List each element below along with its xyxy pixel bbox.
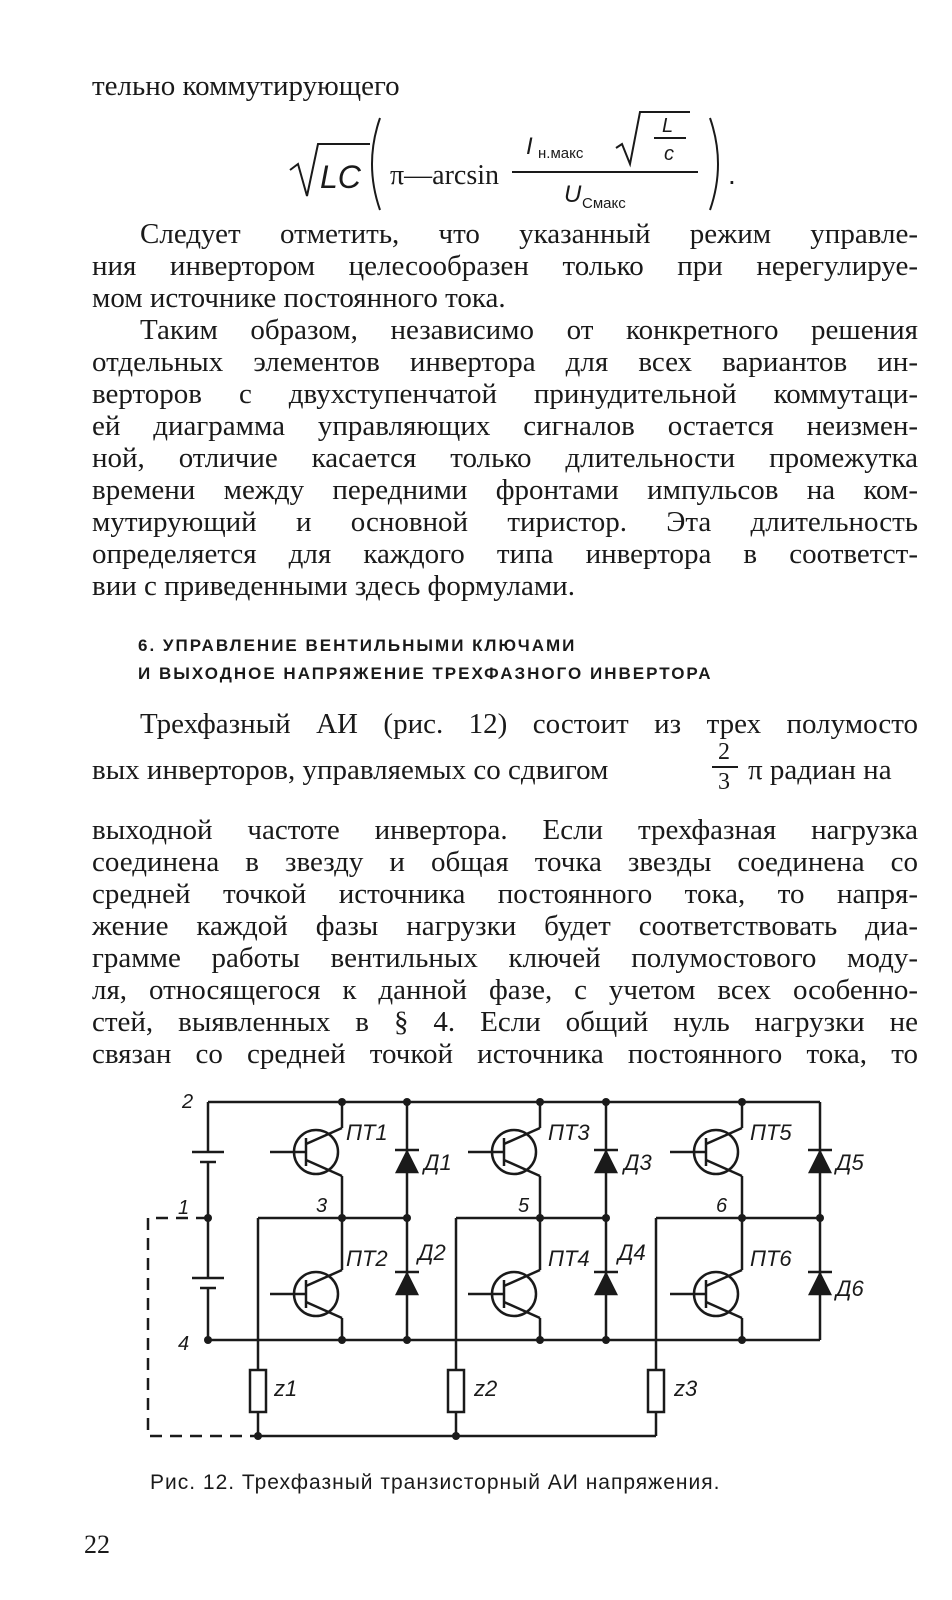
- load-label-z2: z2: [474, 1376, 498, 1401]
- text-line: жение каждой фазы нагрузки будет соответствовать диа-: [92, 910, 918, 942]
- section-heading: 6. УПРАВЛЕНИЕ ВЕНТИЛЬНЫМИ КЛЮЧАМИ: [138, 636, 577, 655]
- text-line: верторов с двухступенчатой принудительной коммутаци-: [92, 378, 918, 410]
- node-label-1: 1: [178, 1197, 190, 1219]
- diode-d6: [808, 1272, 832, 1294]
- diode-d2: [395, 1272, 419, 1294]
- inverter-circuit-diagram: [130, 1088, 870, 1448]
- transistor-label-pt2: ПТ2: [346, 1246, 388, 1271]
- neutral-dashed-link: [148, 1218, 258, 1436]
- fraction-bar: [712, 766, 738, 768]
- text-line: времени между передними фронтами импульсов на ком-: [92, 474, 918, 506]
- text-line: выходной частоте инвертора. Если трехфазная нагрузка: [92, 814, 918, 846]
- fraction-numerator: 2: [718, 739, 730, 765]
- diode-d3: [594, 1150, 618, 1172]
- transistor-label-pt1: ПТ1: [346, 1120, 388, 1145]
- text-line: Трехфазный АИ (рис. 12) состоит из трех полумосто: [140, 708, 918, 740]
- transistor-label-pt6: ПТ6: [750, 1246, 792, 1271]
- text-line: ей диаграмма управляющих сигналов остается неизмен-: [92, 410, 918, 442]
- formula-lc: LC: [320, 159, 361, 195]
- diode-d1: [395, 1150, 419, 1172]
- text-line: Таким образом, независимо от конкретного решения: [140, 314, 918, 346]
- text-line: ния инвертором целесообразен только при нерегулируе-: [92, 250, 918, 282]
- node-label-2: 2: [182, 1091, 194, 1113]
- text-line: грамме работы вентильных ключей полумостового моду-: [92, 942, 918, 974]
- transistor-label-pt4: ПТ4: [548, 1246, 590, 1271]
- text-line: мутирующий и основной тиристор. Эта длительность: [92, 506, 918, 538]
- diode-label-d4: Д4: [618, 1240, 646, 1265]
- diode-label-d5: Д5: [836, 1150, 864, 1175]
- transistor-pt1: [270, 1128, 342, 1176]
- text-line: определяется для каждого типа инвертора в соответст-: [92, 538, 918, 570]
- formula-i: I: [526, 133, 533, 160]
- text-line: ной, отличие касается только длительности промежутка: [92, 442, 918, 474]
- text-line: вии с приведенными здесь формулами.: [92, 570, 575, 602]
- transistor-label-pt5: ПТ5: [750, 1120, 792, 1145]
- diode-d4: [594, 1272, 618, 1294]
- load-z2: [448, 1370, 464, 1412]
- transistor-pt6: [670, 1270, 742, 1318]
- load-label-z3: z3: [674, 1376, 698, 1401]
- text-line: соединена в звезду и общая точка звезды соединена со: [92, 846, 918, 878]
- text-line: средней точкой источника постоянного тока, то напря-: [92, 878, 918, 910]
- transistor-pt5: [670, 1128, 742, 1176]
- text-line: стей, выявленных в § 4. Если общий нуль нагрузки не: [92, 1006, 918, 1038]
- text-line: мом источнике постоянного тока.: [92, 282, 506, 314]
- transistor-label-pt3: ПТ3: [548, 1120, 590, 1145]
- node-label-4: 4: [178, 1333, 190, 1355]
- load-label-z1: z1: [274, 1376, 298, 1401]
- text-line: ля, относящегося к данной фазе, с учетом всех особенно-: [92, 974, 918, 1006]
- formula-l: L: [662, 115, 674, 137]
- formula-u-sub: Cмакс: [582, 195, 626, 212]
- text-line: вых инверторов, управляемых со сдвигом: [92, 754, 609, 786]
- diode-label-d3: Д3: [624, 1150, 652, 1175]
- load-z1: [250, 1370, 266, 1412]
- formula-u: U: [564, 181, 582, 208]
- text-line: Следует отметить, что указанный режим управле-: [140, 218, 918, 250]
- load-z3: [648, 1370, 664, 1412]
- formula-i-sub: н.макс: [538, 145, 584, 162]
- diode-label-d2: Д2: [418, 1240, 446, 1265]
- fraction-denominator: 3: [718, 769, 730, 795]
- commutation-time-formula: [280, 108, 760, 218]
- transistor-pt3: [468, 1128, 540, 1176]
- text-line: связан со средней точкой источника постоянного тока, то: [92, 1038, 918, 1070]
- diode-label-d1: Д1: [424, 1150, 452, 1175]
- node-label-6: 6: [716, 1195, 728, 1217]
- page-number: 22: [84, 1530, 110, 1559]
- diode-label-d6: Д6: [836, 1276, 864, 1301]
- diode-d5: [808, 1150, 832, 1172]
- text-line: тельно коммутирующего: [92, 70, 400, 102]
- node-label-5: 5: [518, 1195, 530, 1217]
- section-heading: И ВЫХОДНОЕ НАПРЯЖЕНИЕ ТРЕХФАЗНОГО ИНВЕРТОРА: [138, 664, 713, 683]
- formula-c: c: [664, 143, 674, 165]
- formula-period: .: [728, 159, 736, 190]
- formula-pi-arcsin: π—arcsin: [390, 160, 499, 191]
- text-line: π радиан на: [748, 754, 892, 786]
- transistor-pt2: [270, 1270, 342, 1318]
- node-label-3: 3: [316, 1195, 328, 1217]
- transistor-pt4: [468, 1270, 540, 1318]
- text-line: отдельных элементов инвертора для всех вариантов ин-: [92, 346, 918, 378]
- figure-caption: Рис. 12. Трехфазный транзисторный АИ напряжения.: [150, 1471, 721, 1494]
